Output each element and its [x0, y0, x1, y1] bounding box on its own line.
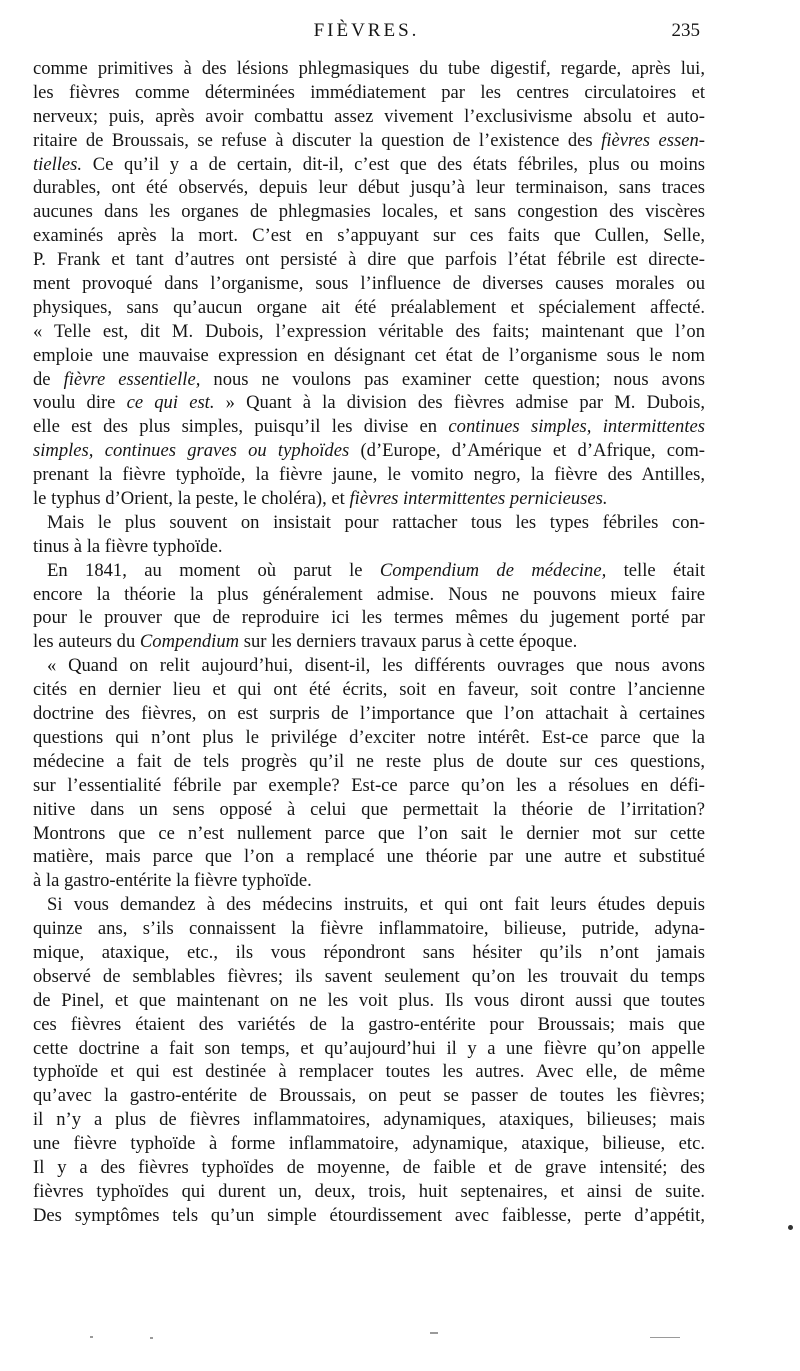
- text-segment: de Pinel, et que maintenant on ne les voit plus. Ils vous diront aussi que toutes: [33, 989, 705, 1011]
- text-line: [33, 1084, 705, 1108]
- text-line: [33, 81, 705, 105]
- text-segment: matière, mais parce que l’on a remplacé une théorie par une autre et substitué: [33, 846, 705, 868]
- text-line: [33, 774, 705, 798]
- text-segment: Ce qu’il y a de certain, dit-il, c’est que des états fébriles, plus ou moins: [82, 153, 705, 175]
- text-segment: elle est des plus simples, puisqu’il les divise en: [33, 416, 449, 438]
- text-segment: Des symptômes tels qu’un simple étourdissement avec faiblesse, perte d’appétit,: [33, 1204, 705, 1226]
- running-head: [33, 20, 700, 50]
- text-segment: telle était: [606, 559, 705, 581]
- italic-segment: simples, continues graves ou typhoïdes: [33, 440, 350, 462]
- text-segment: P. Frank et tant d’autres ont persisté à dire que parfois l’état fébrile est directe-: [33, 249, 705, 271]
- scan-dot: [788, 1225, 793, 1230]
- text-segment: aucunes dans les organes de phlegmasies locales, et sans congestion des viscères: [33, 201, 705, 223]
- text-line: [33, 224, 705, 248]
- text-segment: de: [33, 368, 64, 390]
- text-segment: observé de semblables fièvres; ils savent seulement qu’on les trouvait du temps: [33, 965, 705, 987]
- text-segment: les fièvres comme déterminées immédiatement par les centres circulatoires et: [33, 81, 705, 103]
- text-segment: encore la théorie la plus généralement admise. Nous ne pouvons mieux faire: [33, 583, 705, 605]
- text-line: [33, 678, 705, 702]
- text-line: [33, 1132, 705, 1156]
- text-segment: médecine a fait de tels progrès qu’il ne reste plus de doute sur ces questions,: [33, 750, 705, 772]
- text-line: [33, 105, 705, 129]
- text-segment: (d’Europe, d’Amérique et d’Afrique, com-: [349, 440, 705, 462]
- text-segment: durables, ont été observés, depuis leur début jusqu’à leur terminaison, sans traces: [33, 177, 705, 199]
- text-line: [33, 439, 705, 463]
- text-line: [33, 1204, 705, 1228]
- text-segment: Il y a des fièvres typhoïdes de moyenne, de faible et de grave intensité; des: [33, 1156, 705, 1178]
- text-line: [33, 750, 705, 774]
- scan-artifacts: [90, 1332, 710, 1344]
- text-segment: voulu dire: [33, 392, 127, 414]
- italic-segment: fièvres intermittentes pernicieuses.: [349, 488, 608, 510]
- text-line: [33, 248, 705, 272]
- text-segment: » Quant à la division des fièvres admise par M. Dubois,: [214, 392, 705, 414]
- text-line: [33, 153, 705, 177]
- text-segment: fièvres typhoïdes qui durent un, deux, trois, huit septenaires, et ainsi de suite.: [33, 1180, 705, 1202]
- text-segment: tinus à la fièvre typhoïde.: [33, 535, 223, 557]
- text-line: [33, 415, 705, 439]
- text-segment: Mais le plus souvent on insistait pour rattacher tous les types fébriles con-: [47, 511, 705, 533]
- text-line: [33, 869, 705, 893]
- text-segment: nerveux; puis, après avoir combattu assez vivement l’exclusivisme absolu et auto-: [33, 105, 705, 127]
- text-line: [33, 200, 705, 224]
- italic-segment: Compendium: [139, 631, 240, 653]
- text-segment: les auteurs du: [33, 631, 140, 653]
- running-title: FIÈVRES.: [313, 20, 420, 41]
- text-line: [33, 57, 705, 81]
- text-line: [33, 845, 705, 869]
- text-segment: Montrons que ce n’est nullement parce que l’on sait le dernier mot sur cette: [33, 822, 705, 844]
- text-segment: cités en dernier lieu et qui ont été écrits, soit en faveur, soit contre l’ancienne: [33, 679, 705, 701]
- text-segment: à la gastro-entérite la fièvre typhoïde.: [33, 870, 312, 892]
- text-segment: le typhus d’Orient, la peste, le choléra), et: [33, 488, 350, 510]
- text-line: [33, 893, 705, 917]
- text-line: [33, 296, 705, 320]
- text-segment: examinés après la mort. C’est en s’appuyant sur ces faits que Cullen, Selle,: [33, 225, 705, 247]
- text-segment: « Telle est, dit M. Dubois, l’expression véritable des faits; maintenant que l’on: [33, 320, 705, 342]
- italic-segment: tielles.: [33, 153, 83, 175]
- text-segment: quinze ans, s’ils connaissent la fièvre inflammatoire, bilieuse, putride, adyna-: [33, 918, 705, 940]
- text-segment: ritaire de Broussais, se refuse à discuter la question de l’existence des: [33, 129, 602, 151]
- text-segment: nitive dans un sens opposé à celui que permettait la théorie de l’irritation?: [33, 798, 705, 820]
- text-segment: ment provoqué dans l’organisme, sous l’influence de diverses causes morales ou: [33, 273, 705, 295]
- text-segment: cette doctrine a fait son temps, et qu’aujourd’hui il y a une fièvre qu’on appelle: [33, 1037, 705, 1059]
- text-line: [33, 702, 705, 726]
- text-segment: typhoïde et qui est destinée à remplacer toutes les autres. Avec elle, de même: [33, 1061, 705, 1083]
- text-line: [33, 1180, 705, 1204]
- text-segment: nous ne voulons pas examiner cette question; nous avons: [200, 368, 705, 390]
- text-line: [33, 487, 705, 511]
- text-line: [33, 654, 705, 678]
- text-segment: doctrine des fièvres, on est surpris de l’importance que l’on attachait à certaines: [33, 703, 705, 725]
- italic-segment: continues simples, intermittentes: [448, 416, 705, 438]
- italic-segment: ce qui est.: [126, 392, 215, 414]
- italic-segment: fièvre essentielle,: [63, 368, 201, 390]
- text-line: [33, 176, 705, 200]
- text-line: [33, 511, 705, 535]
- text-segment: questions qui n’ont plus le privilége d’exciter notre intérêt. Est-ce parce que la: [33, 726, 705, 748]
- text-segment: Si vous demandez à des médecins instruits, et qui ont fait leurs études depuis: [47, 894, 705, 916]
- text-segment: sur les derniers travaux parus à cette époque.: [239, 631, 578, 653]
- text-line: [33, 989, 705, 1013]
- text-line: [33, 726, 705, 750]
- text-segment: prenant la fièvre typhoïde, la fièvre jaune, le vomito negro, la fièvre des Antilles,: [33, 464, 705, 486]
- text-line: [33, 583, 705, 607]
- text-line: [33, 391, 705, 415]
- text-line: [33, 606, 705, 630]
- text-line: [33, 798, 705, 822]
- text-line: [33, 941, 705, 965]
- text-segment: mique, ataxique, etc., ils vous répondront sans hésiter qu’ils n’ont jamais: [33, 941, 705, 963]
- text-segment: une fièvre typhoïde à forme inflammatoire, adynamique, ataxique, bilieuse, etc.: [33, 1133, 705, 1155]
- text-line: [33, 1108, 705, 1132]
- text-line: [33, 559, 705, 583]
- text-segment: qu’avec la gastro-entérite de Broussais, on peut se passer de toutes les fièvres;: [33, 1085, 705, 1107]
- text-segment: emploie une mauvaise expression en désignant cet état de l’organisme sous le nom: [33, 344, 705, 366]
- text-line: [33, 822, 705, 846]
- text-line: [33, 463, 705, 487]
- text-line: [33, 630, 705, 654]
- text-segment: physiques, sans qu’aucun organe ait été préalablement et spécialement affecté.: [33, 296, 705, 318]
- text-segment: comme primitives à des lésions phlegmasiques du tube digestif, regarde, après lui,: [33, 58, 705, 79]
- text-segment: ces fièvres étaient des variétés de la gastro-entérite pour Broussais; mais que: [33, 1013, 705, 1035]
- text-segment: « Quand on relit aujourd’hui, disent-il, les différents ouvrages que nous avons: [47, 655, 705, 677]
- text-segment: En 1841, au moment où parut le: [47, 559, 380, 581]
- italic-segment: Compendium de médecine,: [379, 559, 607, 581]
- italic-segment: fièvres essen-: [601, 129, 705, 151]
- text-line: [33, 129, 705, 153]
- text-line: [33, 344, 705, 368]
- text-segment: sur l’essentialité fébrile par exemple? Est-ce parce qu’on les a résolues en défi-: [33, 774, 705, 796]
- text-line: [33, 917, 705, 941]
- text-line: [33, 1156, 705, 1180]
- text-line: [33, 1013, 705, 1037]
- text-line: [33, 1037, 705, 1061]
- text-line: [33, 535, 705, 559]
- text-line: [33, 965, 705, 989]
- body-text: [33, 57, 705, 1228]
- page-number: 235: [671, 20, 700, 41]
- text-line: [33, 272, 705, 296]
- text-segment: il n’y a plus de fièvres inflammatoires, adynamiques, ataxiques, bilieuses; mais: [33, 1109, 705, 1131]
- text-line: [33, 368, 705, 392]
- text-line: [33, 320, 705, 344]
- text-line: [33, 1060, 705, 1084]
- text-segment: pour le prouver que de reproduire ici les termes mêmes du jugement porté par: [33, 607, 705, 629]
